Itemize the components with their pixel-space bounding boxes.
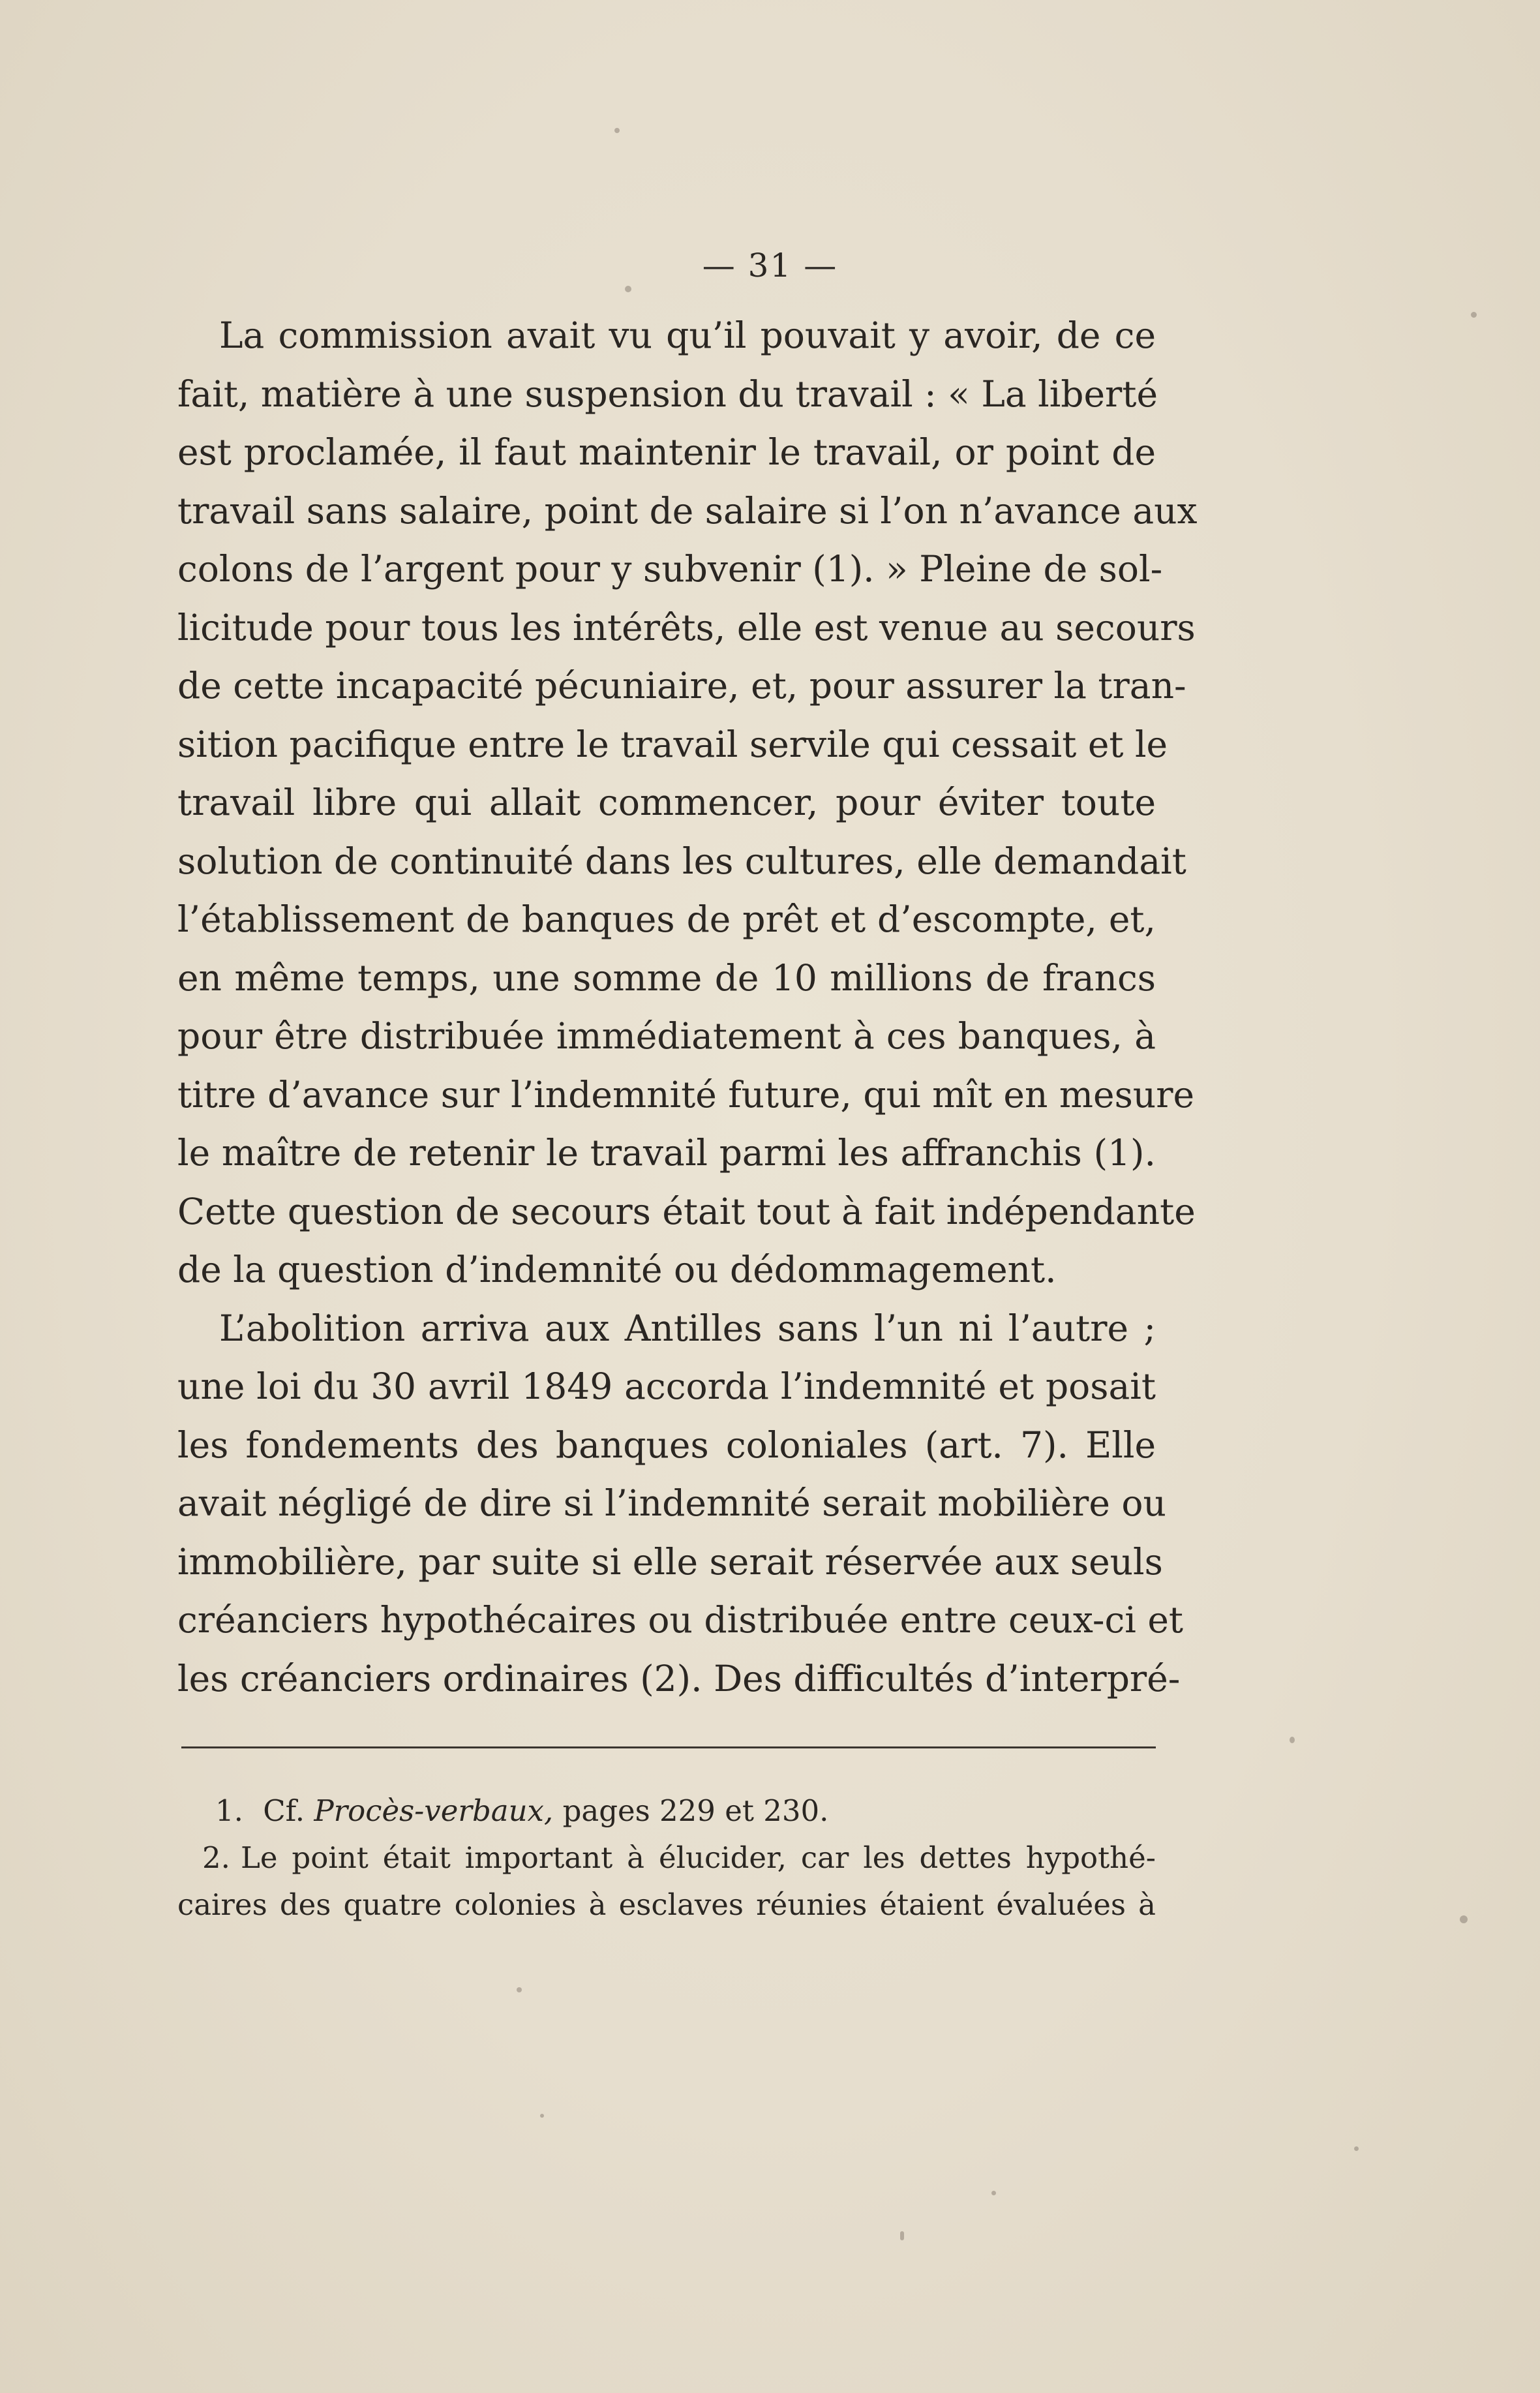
text-line: L’abolition arriva aux Antilles sans l’un ni l’autre ; — [219, 1307, 1156, 1349]
text-line: sition pacifique entre le travail servile qui cessait et le — [177, 723, 1168, 765]
paper-speck — [625, 286, 631, 292]
footnote-label: 1. — [215, 1793, 243, 1828]
paper-speck — [991, 2191, 996, 2195]
text-line: une loi du 30 avril 1849 accorda l’indemnité et posait — [177, 1365, 1156, 1407]
paper-speck — [1354, 2146, 1359, 2151]
body-text — [177, 307, 1198, 1708]
text-line: immobilière, par suite si elle serait réservée aux seuls — [177, 1540, 1163, 1583]
text-line: fait, matière à une suspension du travail : « La liberté — [177, 373, 1158, 415]
text-line: travail libre qui allait commencer, pour éviter toute — [177, 782, 1156, 823]
footnote-text: Le point était important à élucider, car les dettes hypothé- — [240, 1840, 1156, 1875]
text-line: de la question d’indemnité ou dédommagement. — [177, 1249, 1057, 1290]
footnote-2-continued: caires des quatre colonies à esclaves réunies étaient évaluées à — [177, 1887, 1156, 1922]
paper-speck — [900, 2231, 904, 2240]
text-line: créanciers hypothécaires ou distribuée entre ceux-ci et — [177, 1599, 1183, 1641]
text-line: de cette incapacité pécuniaire, et, pour assurer la tran- — [177, 665, 1186, 707]
paper-speck — [517, 1987, 522, 1992]
page-number: — 31 — — [702, 247, 838, 284]
text-line: les créanciers ordinaires (2). Des difficultés d’interpré- — [177, 1657, 1181, 1699]
footnote-label: 2. — [202, 1840, 230, 1875]
text-line: colons de l’argent pour y subvenir (1). » Pleine de sol- — [177, 548, 1163, 590]
text-line: titre d’avance sur l’indemnité future, qui mît en mesure — [177, 1073, 1195, 1116]
text-line: Cette question de secours était tout à fait indépendante — [177, 1190, 1196, 1232]
text-line: pour être distribuée immédiatement à ces banques, à — [177, 1015, 1156, 1057]
text-line: licitude pour tous les intérêts, elle est venue au secours — [177, 606, 1196, 648]
footnote-suffix: pages 229 et 230. — [562, 1793, 829, 1828]
text-line: avait négligé de dire si l’indemnité serait mobilière ou — [177, 1482, 1166, 1524]
footnote-title: Procès-verbaux, — [314, 1793, 554, 1828]
text-line: l’établissement de banques de prêt et d’escompte, et, — [177, 898, 1156, 940]
paper-speck — [1460, 1915, 1468, 1923]
paper-speck — [540, 2114, 544, 2118]
text-line: La commission avait vu qu’il pouvait y avoir, de ce — [219, 314, 1156, 356]
text-line: solution de continuité dans les cultures, elle demandait — [177, 840, 1186, 882]
paper-speck — [614, 128, 620, 133]
text-line: travail sans salaire, point de salaire si l’on n’avance aux — [177, 489, 1198, 532]
footnote-prefix: Cf. — [263, 1793, 305, 1828]
footnote-2 — [177, 1835, 1156, 1882]
footnote-1 — [177, 1788, 1156, 1835]
text-line: le maître de retenir le travail parmi les affranchis (1). — [177, 1132, 1156, 1174]
paper-speck — [1471, 312, 1477, 318]
paper-speck — [1290, 1737, 1295, 1743]
text-line: en même temps, une somme de 10 millions de francs — [177, 956, 1156, 999]
footnote-divider — [181, 1746, 1156, 1748]
footnotes — [177, 1788, 1156, 1928]
text-line: est proclamée, il faut maintenir le travail, or point de — [177, 431, 1156, 473]
text-line: les fondements des banques coloniales (art. 7). Elle — [177, 1424, 1156, 1466]
